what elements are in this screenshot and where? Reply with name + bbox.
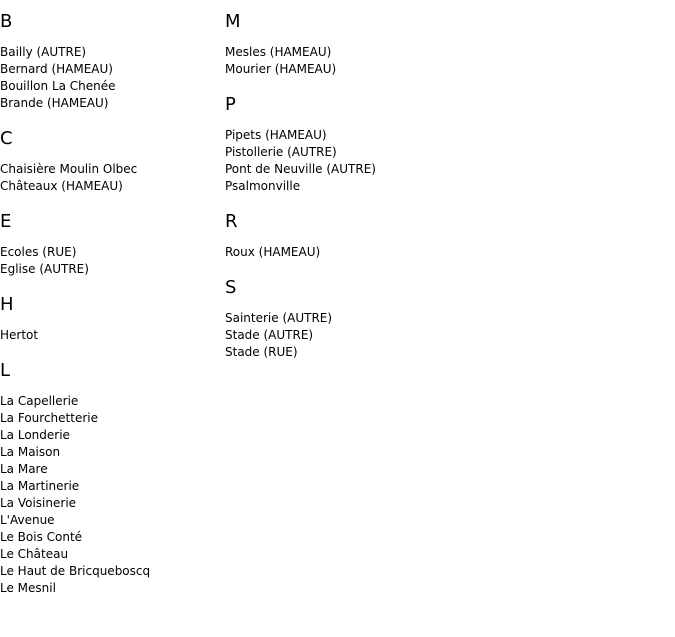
street-link[interactable]: Ecoles (RUE) (0, 245, 77, 259)
group-letter-heading: B (0, 11, 13, 32)
letter-group-r (225, 212, 525, 261)
group-letter-heading: H (0, 294, 14, 315)
street-link[interactable]: Stade (RUE) (225, 345, 298, 359)
street-link[interactable]: Mourier (HAMEAU) (225, 62, 337, 76)
street-list (0, 327, 220, 344)
street-link[interactable]: Roux (HAMEAU) (225, 245, 321, 259)
street-link[interactable]: Châteaux (HAMEAU) (0, 179, 123, 193)
street-list (0, 393, 220, 597)
street-link[interactable]: Pont de Neuville (AUTRE) (225, 162, 376, 176)
group-letter-heading: C (0, 128, 13, 149)
letter-group-e (0, 212, 220, 278)
street-link[interactable]: Le Bois Conté (0, 530, 83, 544)
street-list (225, 310, 525, 361)
street-list (225, 44, 525, 78)
letter-group-l (0, 361, 220, 597)
street-list (0, 161, 220, 195)
street-link[interactable]: Bernard (HAMEAU) (0, 62, 113, 76)
letter-group-c (0, 129, 220, 195)
group-letter-heading: S (225, 277, 237, 298)
street-link[interactable]: Pipets (HAMEAU) (225, 128, 327, 142)
letter-group-p (225, 95, 525, 195)
group-letter-heading: L (0, 360, 11, 381)
street-index-right-column (225, 12, 525, 378)
street-link[interactable]: Bouillon La Chenée (0, 79, 116, 93)
street-link[interactable]: Sainterie (AUTRE) (225, 311, 333, 325)
group-letter-heading: M (225, 11, 241, 32)
street-list (225, 244, 525, 261)
street-link[interactable]: Psalmonville (225, 179, 301, 193)
group-letter-heading: E (0, 211, 12, 232)
street-list (225, 127, 525, 195)
letter-group-s (225, 278, 525, 361)
street-link[interactable]: La Mare (0, 462, 48, 476)
street-link[interactable]: Stade (AUTRE) (225, 328, 314, 342)
street-link[interactable]: La Fourchetterie (0, 411, 98, 425)
street-link[interactable]: La Voisinerie (0, 496, 77, 510)
street-index-left-column (0, 12, 220, 614)
letter-group-h (0, 295, 220, 344)
street-link[interactable]: La Martinerie (0, 479, 80, 493)
street-link[interactable]: La Capellerie (0, 394, 79, 408)
street-link[interactable]: Pistollerie (AUTRE) (225, 145, 337, 159)
letter-group-b (0, 12, 220, 112)
street-link[interactable]: L'Avenue (0, 513, 55, 527)
street-link[interactable]: Le Château (0, 547, 69, 561)
letter-group-m (225, 12, 525, 78)
street-link[interactable]: Bailly (AUTRE) (0, 45, 87, 59)
group-letter-heading: P (225, 94, 236, 115)
street-link[interactable]: Le Mesnil (0, 581, 56, 595)
street-link[interactable]: Eglise (AUTRE) (0, 262, 89, 276)
street-link[interactable]: Brande (HAMEAU) (0, 96, 109, 110)
group-letter-heading: R (225, 211, 238, 232)
street-link[interactable]: Chaisière Moulin Olbec (0, 162, 138, 176)
street-link[interactable]: Le Haut de Bricqueboscq (0, 564, 151, 578)
street-link[interactable]: Mesles (HAMEAU) (225, 45, 332, 59)
street-link[interactable]: La Maison (0, 445, 61, 459)
street-list (0, 44, 220, 112)
street-link[interactable]: Hertot (0, 328, 39, 342)
street-list (0, 244, 220, 278)
street-link[interactable]: La Londerie (0, 428, 70, 442)
